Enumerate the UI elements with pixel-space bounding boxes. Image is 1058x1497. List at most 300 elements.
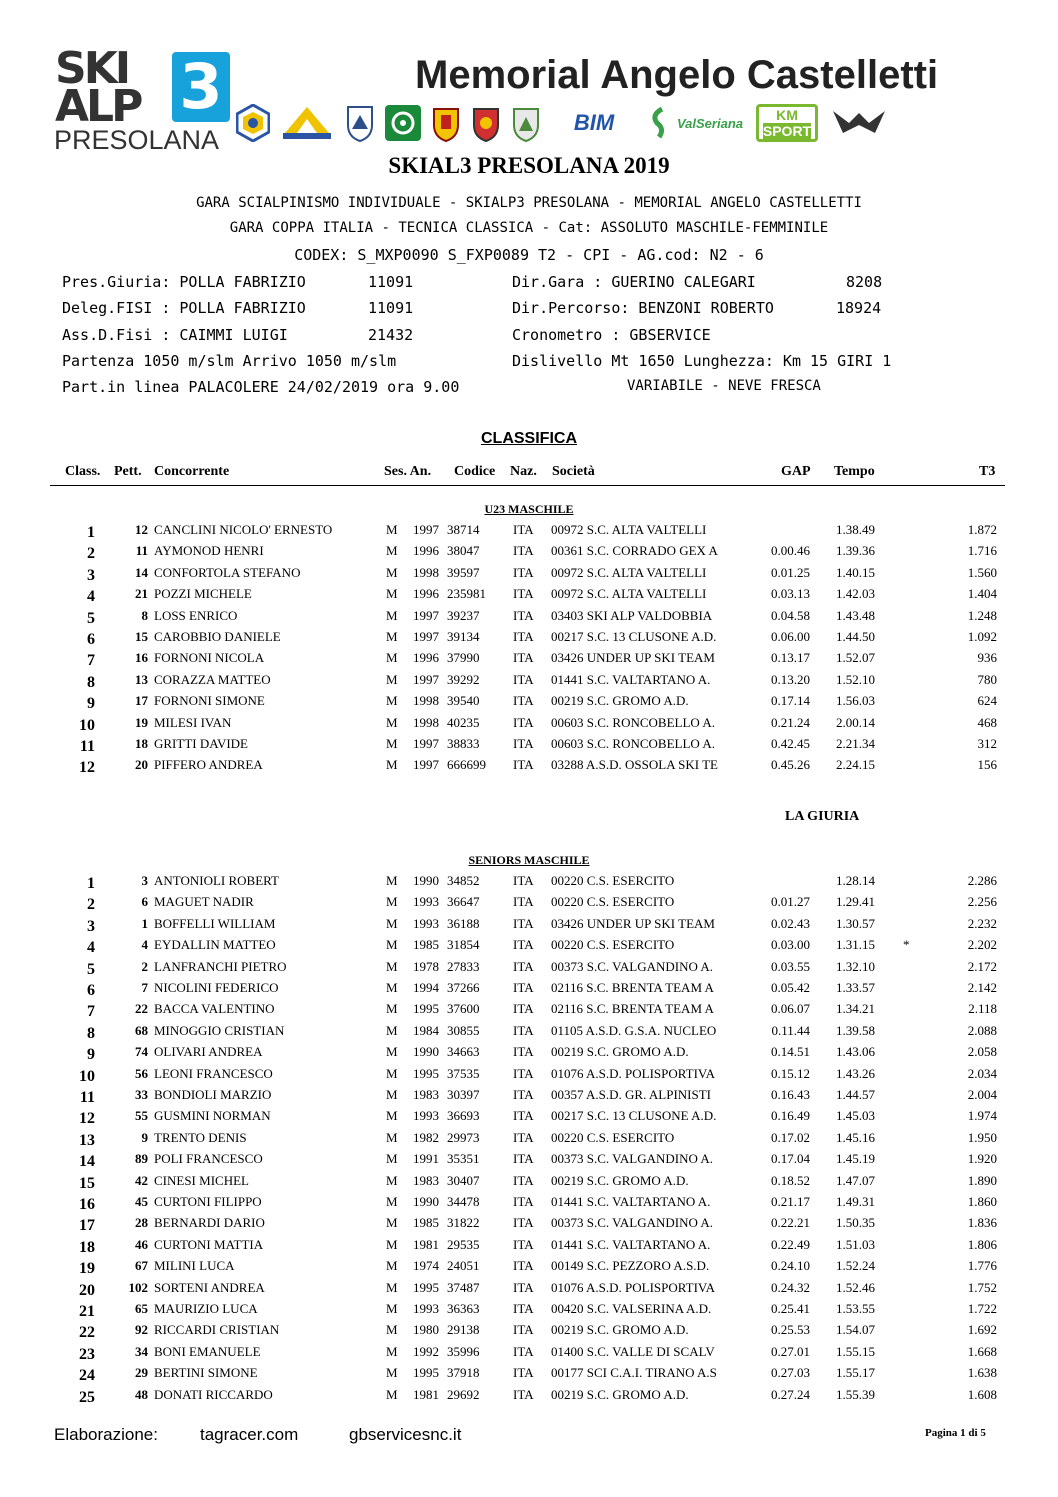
row-class: 24 — [79, 1367, 95, 1385]
row-pett: 34 — [135, 1343, 148, 1359]
row-name: AYMONOD HENRI — [154, 543, 264, 559]
row-year: 1994 — [413, 980, 439, 995]
row-class: 5 — [87, 609, 95, 627]
info-partenza: Partenza 1050 m/slm Arrivo 1050 m/slm — [62, 352, 397, 370]
row-codice: 40235 — [447, 714, 480, 730]
row-naz: ITA — [513, 1194, 534, 1209]
row-class: 2 — [87, 896, 95, 914]
info-cronometro: Cronometro : GBSERVICE — [512, 326, 711, 344]
row-tempo: 1.45.16 — [836, 1129, 875, 1145]
logo-presolana: PRESOLANA — [54, 125, 220, 155]
row-societa: 00361 S.C. CORRADO GEX A — [551, 543, 718, 559]
row-t3: 2.256 — [967, 894, 997, 910]
row-class: 4 — [87, 939, 95, 957]
row-gap: 0.13.20 — [771, 671, 810, 687]
row-codice: 36363 — [447, 1301, 480, 1316]
row-societa: 00220 C.S. ESERCITO — [551, 1129, 675, 1145]
race-line-codex: CODEX: S_MXP0090 S_FXP0089 T2 - CPI - AG.cod: N2 - 6 — [294, 246, 764, 264]
row-gap: 0.27.01 — [771, 1343, 810, 1359]
row-year: 1991 — [413, 1151, 439, 1167]
row-sex: M — [386, 873, 398, 888]
row-tempo: 1.40.15 — [836, 564, 875, 580]
info-pres-giuria-code: 11091 — [368, 273, 414, 291]
row-gap: 0.24.32 — [771, 1279, 810, 1295]
row-pett: 13 — [135, 671, 148, 687]
row-codice: 31822 — [447, 1215, 480, 1231]
row-name: LOSS ENRICO — [154, 607, 238, 623]
section-u23: U23 MASCHILE — [484, 502, 574, 516]
row-sex: M — [386, 1065, 398, 1081]
race-line-1: GARA SCIALPINISMO INDIVIDUALE - SKIALP3 PRESOLANA - MEMORIAL ANGELO CASTELLETTI — [196, 195, 862, 211]
row-sex: M — [386, 1194, 398, 1209]
row-codice: 39540 — [447, 693, 480, 709]
row-name: CINESI MICHEL — [154, 1172, 249, 1188]
table-row — [0, 894, 1058, 915]
col-societa: Società — [552, 464, 595, 479]
row-year: 1996 — [413, 586, 439, 602]
row-t3: 1.668 — [967, 1343, 997, 1359]
row-class: 9 — [87, 1046, 95, 1064]
row-t3: 2.004 — [967, 1087, 997, 1102]
row-codice: 37600 — [447, 1001, 480, 1017]
row-t3: 2.172 — [967, 958, 997, 974]
row-tempo: 1.39.58 — [836, 1022, 875, 1038]
row-tempo: 1.45.19 — [836, 1151, 875, 1167]
row-t3: 624 — [977, 693, 997, 709]
row-tempo: 1.44.57 — [836, 1087, 875, 1102]
row-naz: ITA — [513, 1258, 534, 1274]
dynafit-icon — [829, 103, 889, 143]
row-naz: ITA — [513, 1279, 534, 1295]
row-t3: 1.560 — [967, 564, 997, 580]
row-pett: 89 — [135, 1151, 148, 1167]
row-naz: ITA — [513, 980, 534, 995]
row-sex: M — [386, 1386, 398, 1402]
row-societa: 01441 S.C. VALTARTANO A. — [551, 671, 711, 687]
info-dir-gara: Dir.Gara : GUERINO CALEGARI — [512, 273, 756, 291]
row-name: TRENTO DENIS — [154, 1129, 247, 1145]
row-class: 11 — [79, 1089, 95, 1106]
row-name: DONATI RICCARDO — [154, 1386, 273, 1402]
row-gap: 0.22.49 — [771, 1236, 810, 1252]
info-dir-gara-code: 8208 — [846, 273, 883, 291]
row-societa: 00219 S.C. GROMO A.D. — [551, 693, 689, 709]
row-gap: 0.11.44 — [771, 1022, 810, 1038]
row-codice: 37266 — [447, 980, 480, 995]
row-year: 1997 — [413, 607, 439, 623]
row-name: ANTONIOLI ROBERT — [154, 873, 279, 888]
table-row — [0, 672, 1058, 693]
row-t3: 2.286 — [967, 873, 997, 888]
row-sex: M — [386, 629, 398, 644]
table-row — [0, 693, 1058, 714]
row-name: RICCARDI CRISTIAN — [154, 1322, 280, 1338]
row-t3: 1.692 — [967, 1322, 997, 1338]
row-codice: 666699 — [447, 757, 486, 773]
row-year: 1993 — [413, 1108, 439, 1124]
document-title: SKIAL3 PRESOLANA 2019 — [388, 153, 670, 178]
cai-icon — [343, 103, 377, 143]
row-pett: 68 — [135, 1022, 148, 1038]
row-societa: 00420 S.C. VALSERINA A.D. — [551, 1301, 712, 1316]
footer-link-tagracer[interactable]: tagracer.com — [200, 1425, 299, 1444]
row-year: 1993 — [413, 894, 439, 910]
row-naz: ITA — [513, 564, 534, 580]
row-year: 1993 — [413, 1301, 439, 1316]
table-row — [0, 608, 1058, 629]
row-pett: 15 — [135, 629, 148, 644]
row-sex: M — [386, 1279, 398, 1295]
row-t3: 1.920 — [967, 1151, 997, 1167]
row-societa: 01441 S.C. VALTARTANO A. — [551, 1194, 711, 1209]
row-societa: 01105 A.S.D. G.S.A. NUCLEO — [551, 1022, 717, 1038]
row-year: 1984 — [413, 1022, 439, 1038]
row-societa: 00220 C.S. ESERCITO — [551, 937, 675, 953]
row-naz: ITA — [513, 915, 534, 931]
row-tempo: 1.43.26 — [836, 1065, 875, 1081]
row-naz: ITA — [513, 1343, 534, 1359]
row-pett: 55 — [135, 1108, 148, 1124]
row-naz: ITA — [513, 1108, 534, 1124]
row-name: CAROBBIO DANIELE — [154, 629, 281, 644]
info-ass-fisi-code: 21432 — [368, 326, 414, 344]
row-gap: 0.15.12 — [771, 1065, 810, 1081]
row-tempo: 2.24.15 — [836, 757, 875, 773]
table-row — [0, 1194, 1058, 1215]
row-sex: M — [386, 980, 398, 995]
row-class: 12 — [79, 759, 95, 777]
row-t3: 2.058 — [967, 1044, 997, 1060]
row-class: 20 — [79, 1281, 95, 1299]
row-naz: ITA — [513, 736, 534, 751]
row-pett: 33 — [135, 1087, 148, 1102]
row-sex: M — [386, 1365, 398, 1381]
row-societa: 02116 S.C. BRENTA TEAM A — [551, 980, 714, 995]
row-class: 10 — [79, 716, 95, 734]
row-tempo: 2.21.34 — [836, 736, 875, 751]
row-codice: 31854 — [447, 937, 480, 953]
section-seniors: SENIORS MASCHILE — [468, 853, 590, 867]
row-t3: 2.142 — [967, 980, 997, 995]
table-row — [0, 1301, 1058, 1322]
row-societa: 01400 S.C. VALLE DI SCALV — [551, 1343, 715, 1359]
row-codice: 29138 — [447, 1322, 480, 1338]
row-class: 9 — [87, 695, 95, 713]
row-pett: 67 — [135, 1258, 148, 1274]
row-t3: 2.202 — [967, 937, 997, 953]
row-codice: 36188 — [447, 915, 480, 931]
row-societa: 03426 UNDER UP SKI TEAM — [551, 915, 715, 931]
table-row — [0, 1066, 1058, 1087]
table-row — [0, 629, 1058, 650]
row-tempo: 1.38.49 — [836, 522, 875, 537]
row-year: 1992 — [413, 1343, 439, 1359]
crest-icon — [469, 103, 503, 143]
row-naz: ITA — [513, 714, 534, 730]
row-class: 16 — [79, 1196, 95, 1213]
row-class: 7 — [87, 1003, 95, 1021]
footer-link-gbservice[interactable]: gbservicesnc.it — [349, 1425, 462, 1444]
row-codice: 29973 — [447, 1129, 480, 1145]
row-t3: 312 — [977, 736, 997, 751]
table-row — [0, 757, 1058, 778]
table-row — [0, 715, 1058, 736]
row-pett: 42 — [135, 1172, 148, 1188]
row-pett: 56 — [135, 1065, 148, 1081]
row-pett: 46 — [135, 1236, 148, 1252]
row-gap: 0.01.25 — [771, 564, 810, 580]
row-societa: 03403 SKI ALP VALDOBBIA — [551, 607, 713, 623]
col-pett: Pett. — [114, 464, 142, 479]
row-gap: 0.21.24 — [771, 714, 810, 730]
row-pett: 16 — [135, 650, 148, 666]
row-sex: M — [386, 650, 398, 666]
row-t3: 1.806 — [967, 1236, 997, 1252]
row-gap: 0.25.53 — [771, 1322, 810, 1338]
row-gap: 0.14.51 — [771, 1044, 810, 1060]
la-giuria-label: LA GIURIA — [785, 809, 860, 824]
table-row — [0, 1108, 1058, 1129]
row-naz: ITA — [513, 873, 534, 888]
row-gap: 0.04.58 — [771, 607, 810, 623]
row-flag: * — [903, 937, 910, 953]
row-name: POZZI MICHELE — [154, 586, 252, 602]
row-year: 1998 — [413, 714, 439, 730]
row-tempo: 1.49.31 — [836, 1194, 875, 1209]
row-year: 1980 — [413, 1322, 439, 1338]
row-gap: 0.27.03 — [771, 1365, 810, 1381]
row-t3: 1.716 — [967, 543, 997, 559]
row-pett: 21 — [135, 586, 148, 602]
row-tempo: 1.43.06 — [836, 1044, 875, 1060]
row-societa: 03288 A.S.D. OSSOLA SKI TE — [551, 757, 718, 773]
row-naz: ITA — [513, 693, 534, 709]
fisi-icon — [235, 103, 271, 143]
row-tempo: 1.44.50 — [836, 629, 875, 644]
logo-text-alp: ALP — [55, 81, 141, 132]
row-codice: 38047 — [447, 543, 480, 559]
row-class: 12 — [79, 1110, 95, 1128]
row-class: 18 — [79, 1238, 95, 1256]
row-naz: ITA — [513, 1172, 534, 1188]
row-name: FORNONI SIMONE — [154, 693, 265, 709]
row-name: EYDALLIN MATTEO — [154, 937, 276, 953]
row-societa: 00217 S.C. 13 CLUSONE A.D. — [551, 1108, 717, 1124]
row-naz: ITA — [513, 1386, 534, 1402]
info-deleg-fisi-code: 11091 — [368, 299, 414, 317]
row-tempo: 1.32.10 — [836, 958, 875, 974]
info-dir-percorso-code: 18924 — [836, 299, 882, 317]
row-t3: 156 — [977, 757, 997, 773]
row-class: 3 — [87, 917, 95, 935]
row-tempo: 1.42.03 — [836, 586, 875, 602]
row-class: 25 — [79, 1388, 95, 1406]
row-gap: 0.17.02 — [771, 1129, 810, 1145]
table-row — [0, 980, 1058, 1001]
row-societa: 00177 SCI C.A.I. TIRANO A.S — [551, 1365, 717, 1381]
row-naz: ITA — [513, 1151, 534, 1167]
row-pett: 92 — [135, 1322, 148, 1338]
row-year: 1974 — [413, 1258, 439, 1274]
row-naz: ITA — [513, 1365, 534, 1381]
row-societa: 00373 S.C. VALGANDINO A. — [551, 958, 714, 974]
row-gap: 0.21.17 — [771, 1194, 810, 1209]
row-gap: 0.03.55 — [771, 958, 810, 974]
table-row — [0, 543, 1058, 564]
row-t3: 1.752 — [967, 1279, 997, 1295]
row-t3: 1.836 — [967, 1215, 997, 1231]
row-year: 1985 — [413, 1215, 439, 1231]
row-naz: ITA — [513, 543, 534, 559]
row-t3: 1.248 — [967, 607, 997, 623]
row-gap: 0.13.17 — [771, 650, 810, 666]
row-class: 14 — [79, 1153, 95, 1171]
row-codice: 34852 — [447, 873, 480, 888]
row-tempo: 1.33.57 — [836, 980, 875, 995]
table-row — [0, 937, 1058, 958]
row-gap: 0.16.43 — [771, 1087, 810, 1102]
row-pett: 65 — [135, 1301, 148, 1316]
row-sex: M — [386, 1001, 398, 1017]
row-year: 1996 — [413, 543, 439, 559]
row-pett: 11 — [135, 543, 148, 559]
row-year: 1995 — [413, 1001, 439, 1017]
row-tempo: 1.30.57 — [836, 915, 875, 931]
table-row — [0, 1387, 1058, 1408]
row-pett: 3 — [141, 873, 148, 888]
row-societa: 00357 A.S.D. GR. ALPINISTI — [551, 1087, 711, 1102]
row-tempo: 1.52.46 — [836, 1279, 875, 1295]
row-gap: 0.24.10 — [771, 1258, 810, 1274]
row-gap: 0.45.26 — [771, 757, 810, 773]
row-class: 7 — [87, 652, 95, 670]
crest-icon — [429, 103, 463, 143]
row-gap: 0.03.00 — [771, 937, 810, 953]
row-class: 8 — [87, 1024, 95, 1042]
row-pett: 18 — [135, 736, 148, 751]
km-sport-label: SPORT — [762, 123, 812, 139]
row-class: 13 — [79, 1131, 95, 1149]
row-codice: 29692 — [447, 1386, 480, 1402]
row-name: BOFFELLI WILLIAM — [154, 915, 276, 931]
col-t3: T3 — [979, 464, 996, 479]
table-row — [0, 650, 1058, 671]
row-codice: 39597 — [447, 564, 480, 580]
row-t3: 1.404 — [967, 586, 997, 602]
row-societa: 00373 S.C. VALGANDINO A. — [551, 1215, 714, 1231]
row-name: FORNONI NICOLA — [154, 650, 265, 666]
row-name: SORTENI ANDREA — [154, 1279, 265, 1295]
row-t3: 1.974 — [967, 1108, 997, 1124]
row-class: 4 — [87, 588, 95, 606]
table-row — [0, 1173, 1058, 1194]
row-societa: 03426 UNDER UP SKI TEAM — [551, 650, 715, 666]
row-naz: ITA — [513, 1001, 534, 1017]
row-class: 1 — [87, 875, 95, 892]
row-name: PIFFERO ANDREA — [154, 757, 263, 773]
row-t3: 1.608 — [967, 1386, 997, 1402]
row-year: 1995 — [413, 1365, 439, 1381]
row-tempo: 1.51.03 — [836, 1236, 875, 1252]
row-name: GUSMINI NORMAN — [154, 1108, 271, 1124]
row-naz: ITA — [513, 522, 534, 537]
row-gap: 0.01.27 — [771, 894, 810, 910]
row-naz: ITA — [513, 937, 534, 953]
row-societa: 00220 C.S. ESERCITO — [551, 894, 675, 910]
row-naz: ITA — [513, 1044, 534, 1060]
row-tempo: 1.54.07 — [836, 1322, 875, 1338]
row-tempo: 1.53.55 — [836, 1301, 875, 1316]
row-name: MAURIZIO LUCA — [154, 1301, 258, 1316]
row-name: LANFRANCHI PIETRO — [154, 958, 287, 974]
row-naz: ITA — [513, 1322, 534, 1338]
row-gap: 0.17.04 — [771, 1151, 810, 1167]
row-gap: 0.18.52 — [771, 1172, 810, 1188]
table-row — [0, 959, 1058, 980]
row-tempo: 1.28.14 — [836, 873, 875, 888]
row-t3: 1.950 — [967, 1129, 997, 1145]
row-naz: ITA — [513, 1065, 534, 1081]
row-pett: 19 — [135, 714, 148, 730]
row-societa: 01441 S.C. VALTARTANO A. — [551, 1236, 711, 1252]
row-t3: 468 — [977, 714, 997, 730]
row-sex: M — [386, 736, 398, 751]
row-naz: ITA — [513, 586, 534, 602]
row-pett: 14 — [135, 564, 148, 580]
table-row — [0, 1344, 1058, 1365]
row-pett: 29 — [135, 1365, 148, 1381]
info-dir-percorso: Dir.Percorso: BENZONI ROBERTO — [512, 299, 774, 317]
row-societa: 00219 S.C. GROMO A.D. — [551, 1386, 689, 1402]
header-rule — [50, 485, 1005, 486]
row-name: CONFORTOLA STEFANO — [154, 564, 301, 580]
row-year: 1997 — [413, 522, 439, 537]
table-row — [0, 1023, 1058, 1044]
row-name: CURTONI MATTIA — [154, 1236, 264, 1252]
table-row — [0, 873, 1058, 894]
row-pett: 7 — [141, 980, 148, 995]
table-row — [0, 1280, 1058, 1301]
row-tempo: 1.43.48 — [836, 607, 875, 623]
classifica-heading: CLASSIFICA — [481, 430, 577, 447]
row-class: 19 — [79, 1260, 95, 1278]
row-pett: 102 — [128, 1279, 148, 1295]
row-tempo: 2.00.14 — [836, 714, 875, 730]
row-sex: M — [386, 1215, 398, 1231]
row-pett: 2 — [141, 958, 148, 974]
row-societa: 00217 S.C. 13 CLUSONE A.D. — [551, 629, 717, 644]
row-sex: M — [386, 1108, 398, 1124]
row-sex: M — [386, 894, 398, 910]
row-year: 1997 — [413, 736, 439, 751]
race-line-2: GARA COPPA ITALIA - TECNICA CLASSICA - Cat: ASSOLUTO MASCHILE-FEMMINILE — [229, 220, 829, 236]
row-pett: 12 — [135, 522, 148, 537]
row-year: 1990 — [413, 873, 439, 888]
table-row — [0, 916, 1058, 937]
row-societa: 00373 S.C. VALGANDINO A. — [551, 1151, 714, 1167]
row-year: 1985 — [413, 937, 439, 953]
row-sex: M — [386, 1129, 398, 1145]
row-class: 22 — [79, 1324, 95, 1342]
row-class: 5 — [87, 960, 95, 978]
row-societa: 02116 S.C. BRENTA TEAM A — [551, 1001, 714, 1017]
valseriana-label: ValSeriana — [676, 115, 743, 131]
col-naz: Naz. — [510, 464, 537, 479]
row-t3: 2.034 — [967, 1065, 997, 1081]
row-codice: 39134 — [447, 629, 480, 644]
row-sex: M — [386, 1087, 398, 1102]
row-naz: ITA — [513, 1301, 534, 1316]
